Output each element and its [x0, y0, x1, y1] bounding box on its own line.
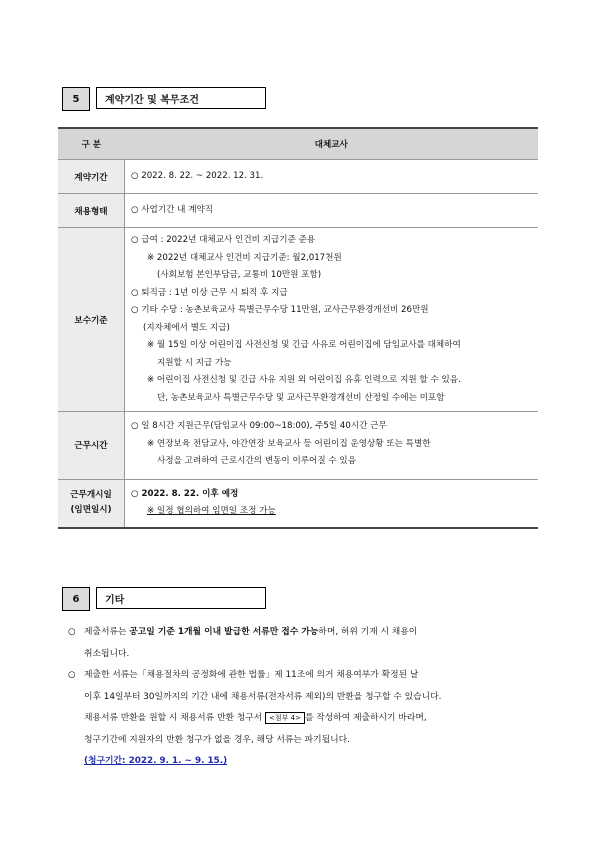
- row-label: 보수기준: [58, 228, 125, 412]
- work-hours-line: 사정을 고려하여 근로시간의 변동이 이루어질 수 있음: [157, 456, 357, 466]
- header-category: 구 분: [58, 128, 125, 160]
- table-row-work-hours: [58, 412, 538, 480]
- start-date-note: ※ 일정 협의하여 임면일 조정 가능: [147, 506, 276, 516]
- row-value: [125, 228, 539, 412]
- pay-line: 지원할 시 지급 가능: [157, 357, 232, 368]
- pay-line: ○ 급여 : 2022년 대체교사 인건비 지급기준 준용: [131, 235, 316, 245]
- row-label-line: 근무개시일: [70, 490, 112, 500]
- start-date-line: ○ 2022. 8. 22. 이후 예정: [131, 488, 239, 499]
- section-title: 기타: [96, 587, 266, 609]
- paragraph-continuation: 취소됩니다.: [84, 648, 130, 659]
- paragraph-text: 제출한 서류는「채용절차의 공정화에 관한 법률」제 11조에 의거 채용여부가 확정된 날: [84, 670, 419, 680]
- row-label: [58, 479, 125, 528]
- section-5-header: [62, 87, 266, 111]
- pay-line: (사회보험 본인부담금, 교통비 10만원 포함): [157, 270, 322, 280]
- section-title: 계약기간 및 복무조건: [96, 87, 266, 109]
- row-label: 채용형태: [58, 194, 125, 228]
- paragraph-continuation: [68, 708, 544, 730]
- table-row-contract-period: [58, 160, 538, 194]
- work-hours-line: ※ 연장보육 전담교사, 야간연장 보육교사 등 어린이집 운영상황 또는 특별한: [147, 438, 431, 449]
- row-value: [125, 160, 539, 194]
- pay-line: ○ 퇴직금 : 1년 이상 근무 시 퇴직 후 지급: [131, 287, 288, 298]
- section-number: 5: [62, 87, 90, 111]
- row-label-line: (임면일시): [70, 505, 112, 515]
- table-row-employment-type: [58, 194, 538, 228]
- row-value: [125, 194, 539, 228]
- contract-conditions-table: [58, 127, 538, 529]
- pay-line: ※ 월 15일 이상 어린이집 사전신청 및 긴급 사유로 어린이집에 담임교사를 대체하여: [147, 340, 461, 350]
- emphasis-text: 공고일 기준 1개월 이내 발급한 서류만 접수 가능: [129, 627, 319, 637]
- pay-line: (지자체에서 별도 지급): [143, 322, 230, 333]
- pay-line: ○ 기타 수당 : 농촌보육교사 특별근무수당 11만원, 교사근무환경개선비 26만원: [131, 305, 429, 315]
- section-number: 6: [62, 587, 90, 611]
- contract-period-text: ○ 2022. 8. 22. ~ 2022. 12. 31.: [131, 170, 264, 181]
- pay-line: ※ 어린이집 사전신청 및 긴급 사유 지원 외 어린이집 유휴 인력으로 지원 할 수 있음.: [147, 375, 461, 385]
- etc-paragraph-2: [68, 665, 544, 687]
- bullet: ○: [68, 627, 76, 637]
- row-value: [125, 412, 539, 480]
- pay-line: ※ 2022년 대체교사 인건비 지급기준: 월2,017천원: [147, 252, 342, 263]
- paragraph-continuation: 청구기간에 지원자의 반환 청구가 없을 경우, 해당 서류는 파기됩니다.: [84, 734, 350, 745]
- claim-period: (청구기간: 2022. 9. 1. ~ 9. 15.): [84, 756, 228, 766]
- text-run: 제출서류는: [84, 627, 130, 637]
- bullet: ○: [68, 670, 76, 680]
- etc-content: [68, 622, 544, 773]
- row-label: 계약기간: [58, 160, 125, 194]
- section-6-header: [62, 587, 266, 611]
- attachment-badge: <첨부 4>: [265, 712, 305, 724]
- paragraph-continuation: 이후 14일부터 30일까지의 기간 내에 채용서류(전자서류 제외)의 반환을 청구할 수 있습니다.: [84, 691, 442, 702]
- pay-line: 단, 농촌보육교사 특별근무수당 및 교사근무환경개선비 산정일 수에는 미포함: [157, 392, 445, 403]
- row-value: [125, 479, 539, 528]
- text-run: 하며, 허위 기재 시 채용이: [318, 627, 418, 637]
- work-hours-line: ○ 일 8시간 지원근무(담임교사 09:00~18:00), 주5일 40시간 근무: [131, 421, 387, 431]
- text-run: 를 작성하여 제출하시기 바라며,: [304, 713, 427, 723]
- etc-paragraph-1: [68, 622, 544, 644]
- table-row-start-date: [58, 479, 538, 528]
- text-run: 채용서류 반환을 원할 시 채용서류 반환 청구서: [84, 713, 266, 723]
- employment-type-text: ○ 사업기간 내 계약직: [131, 204, 214, 215]
- header-substitute-teacher: 대체교사: [125, 128, 539, 160]
- paragraph-text: [84, 622, 417, 644]
- table-row-pay: [58, 228, 538, 412]
- row-label: 근무시간: [58, 412, 125, 480]
- table-header-row: [58, 128, 538, 160]
